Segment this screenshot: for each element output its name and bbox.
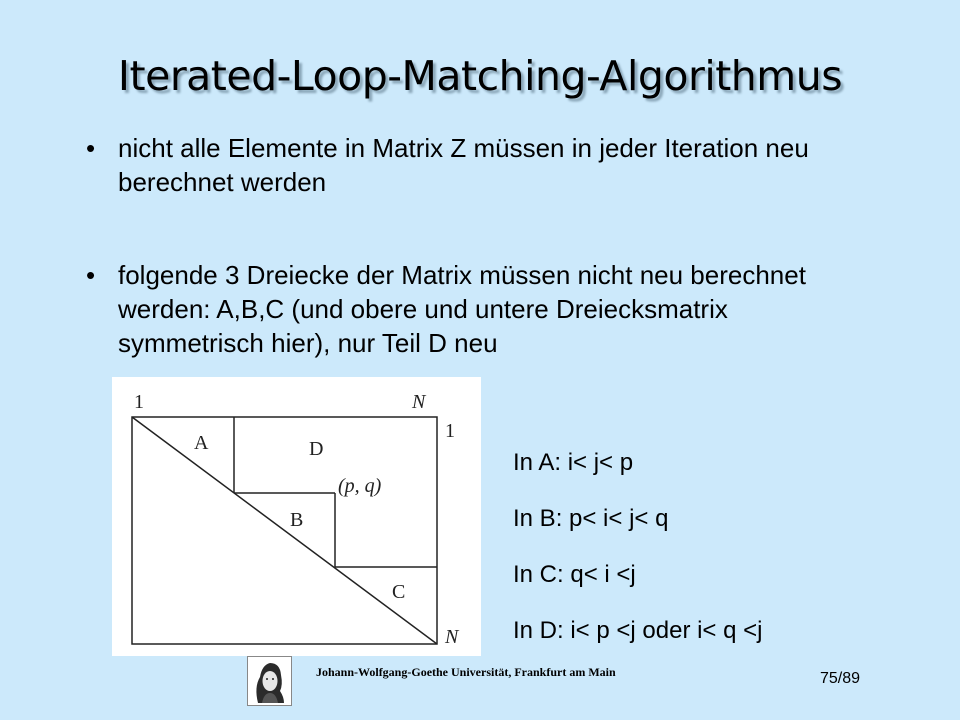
label-pq: (p, q) [338,475,382,497]
label-region-c: C [392,581,406,603]
bullet-dot: • [86,260,96,290]
label-1-right: 1 [445,420,455,442]
label-n-top: N [412,391,426,413]
bullet-item [86,131,846,199]
label-region-d: D [309,438,324,460]
goethe-portrait-icon [247,656,292,706]
slide-title: Iterated-Loop-Matching-Algorithmus [117,52,843,100]
rule-d: In D: i< p <j oder i< q <j [513,617,763,644]
rule-a: In A: i< j< p [513,449,634,476]
matrix-diagonal [132,417,437,644]
label-region-b: B [290,509,304,531]
rule-c: In C: q< i <j [513,561,636,588]
rule-b: In B: p< i< j< q [513,505,669,532]
label-n-bottom: N [445,626,459,648]
matrix-diagram [112,377,481,656]
bullet-text: nicht alle Elemente in Matrix Z müssen in jeder Iteration neu berechnet werden [118,133,809,197]
bullet-item [86,258,846,360]
bullet-text: folgende 3 Dreiecke der Matrix müssen nicht neu berechnet werden: A,B,C (und obere und untere Dreiecksmatrix symmetrisch hier), nur Teil D neu [118,260,806,358]
label-1-top: 1 [134,391,144,413]
page-number: 75/89 [820,670,861,687]
footer-text: Johann-Wolfgang-Goethe Universität, Frankfurt am Main [316,665,616,679]
bullet-dot: • [86,133,96,163]
label-region-a: A [194,432,209,454]
